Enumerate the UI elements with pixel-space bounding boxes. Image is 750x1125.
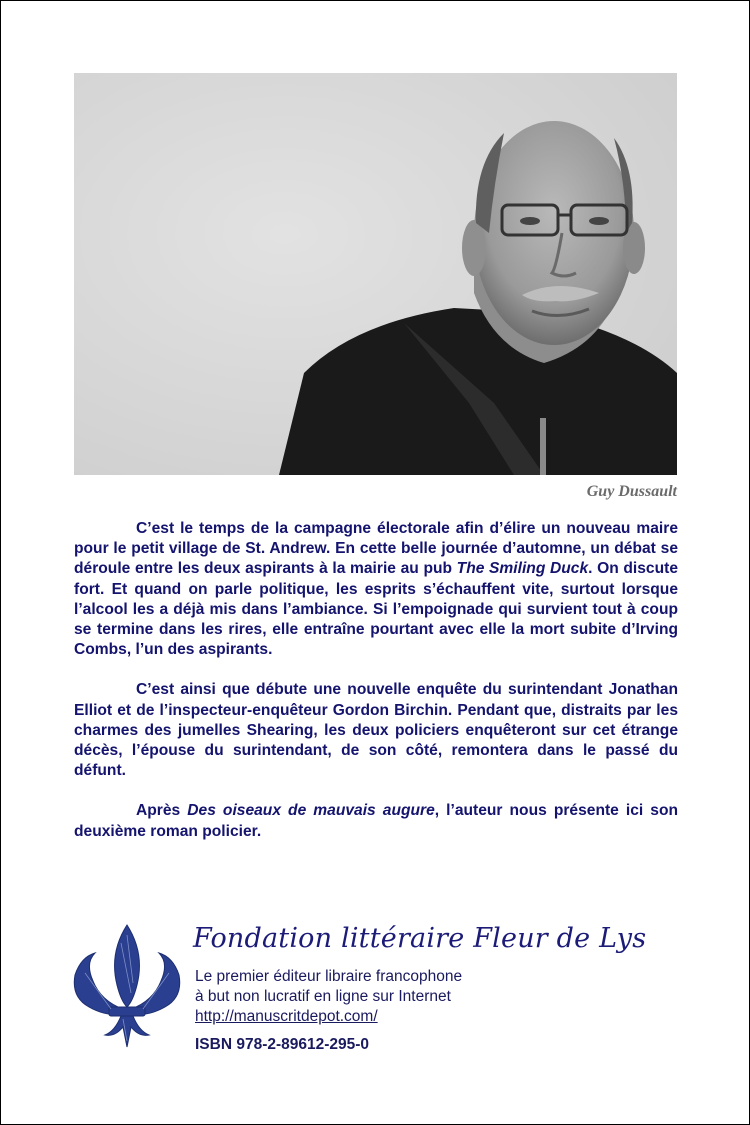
publisher-website-link[interactable]: http://manuscritdepot.com/: [195, 1008, 378, 1025]
blurb-paragraph-1: C’est le temps de la campagne électorale afin d’élire un nouveau maire pour le petit village de St. Andrew. En cette belle journée d’automne, un débat se déroule entre les deux aspirants à la mairie au pub The Smiling Duck. On discute fort. Et quand on parle politique, les esprits s’échauffent vite, surtout lorsque l’alcool les a déjà mis dans l’ambiance. Si l’empoignade qui survient tout à coup se termine dans les rires, elle entraîne pourtant avec elle la mort subite d’Irving Combs, l’un des aspirants.: [74, 520, 678, 659]
publisher-tagline-line-2: à but non lucratif en ligne sur Internet: [195, 988, 451, 1005]
fleur-de-lys-icon: [71, 923, 183, 1053]
photo-caption: Guy Dussault: [586, 483, 677, 500]
publisher-tagline-line-1: Le premier éditeur libraire francophone: [195, 968, 463, 985]
blurb-paragraph-2: C’est ainsi que débute une nouvelle enquête du surintendant Jonathan Elliot et de l’inspecteur-enquêteur Gordon Birchin. Pendant que, distraits par les charmes des jumelles Shearing, les deux policiers enquêteront sur cet étrange décès, l’épouse du surintendant, de son côté, remontera dans le passé du défunt.: [74, 681, 678, 780]
blurb-paragraph-3: Après Des oiseaux de mauvais augure, l’auteur nous présente ici son deuxième roman policier.: [74, 802, 678, 840]
previous-book-title: Des oiseaux de mauvais augure: [187, 802, 435, 820]
isbn-number: ISBN 978-2-89612-295-0: [195, 1036, 370, 1053]
book-blurb: [74, 519, 678, 862]
foundation-name: Fondation littéraire Fleur de Lys: [193, 923, 647, 954]
author-photo: [74, 73, 677, 475]
pub-name: The Smiling Duck: [456, 560, 589, 578]
